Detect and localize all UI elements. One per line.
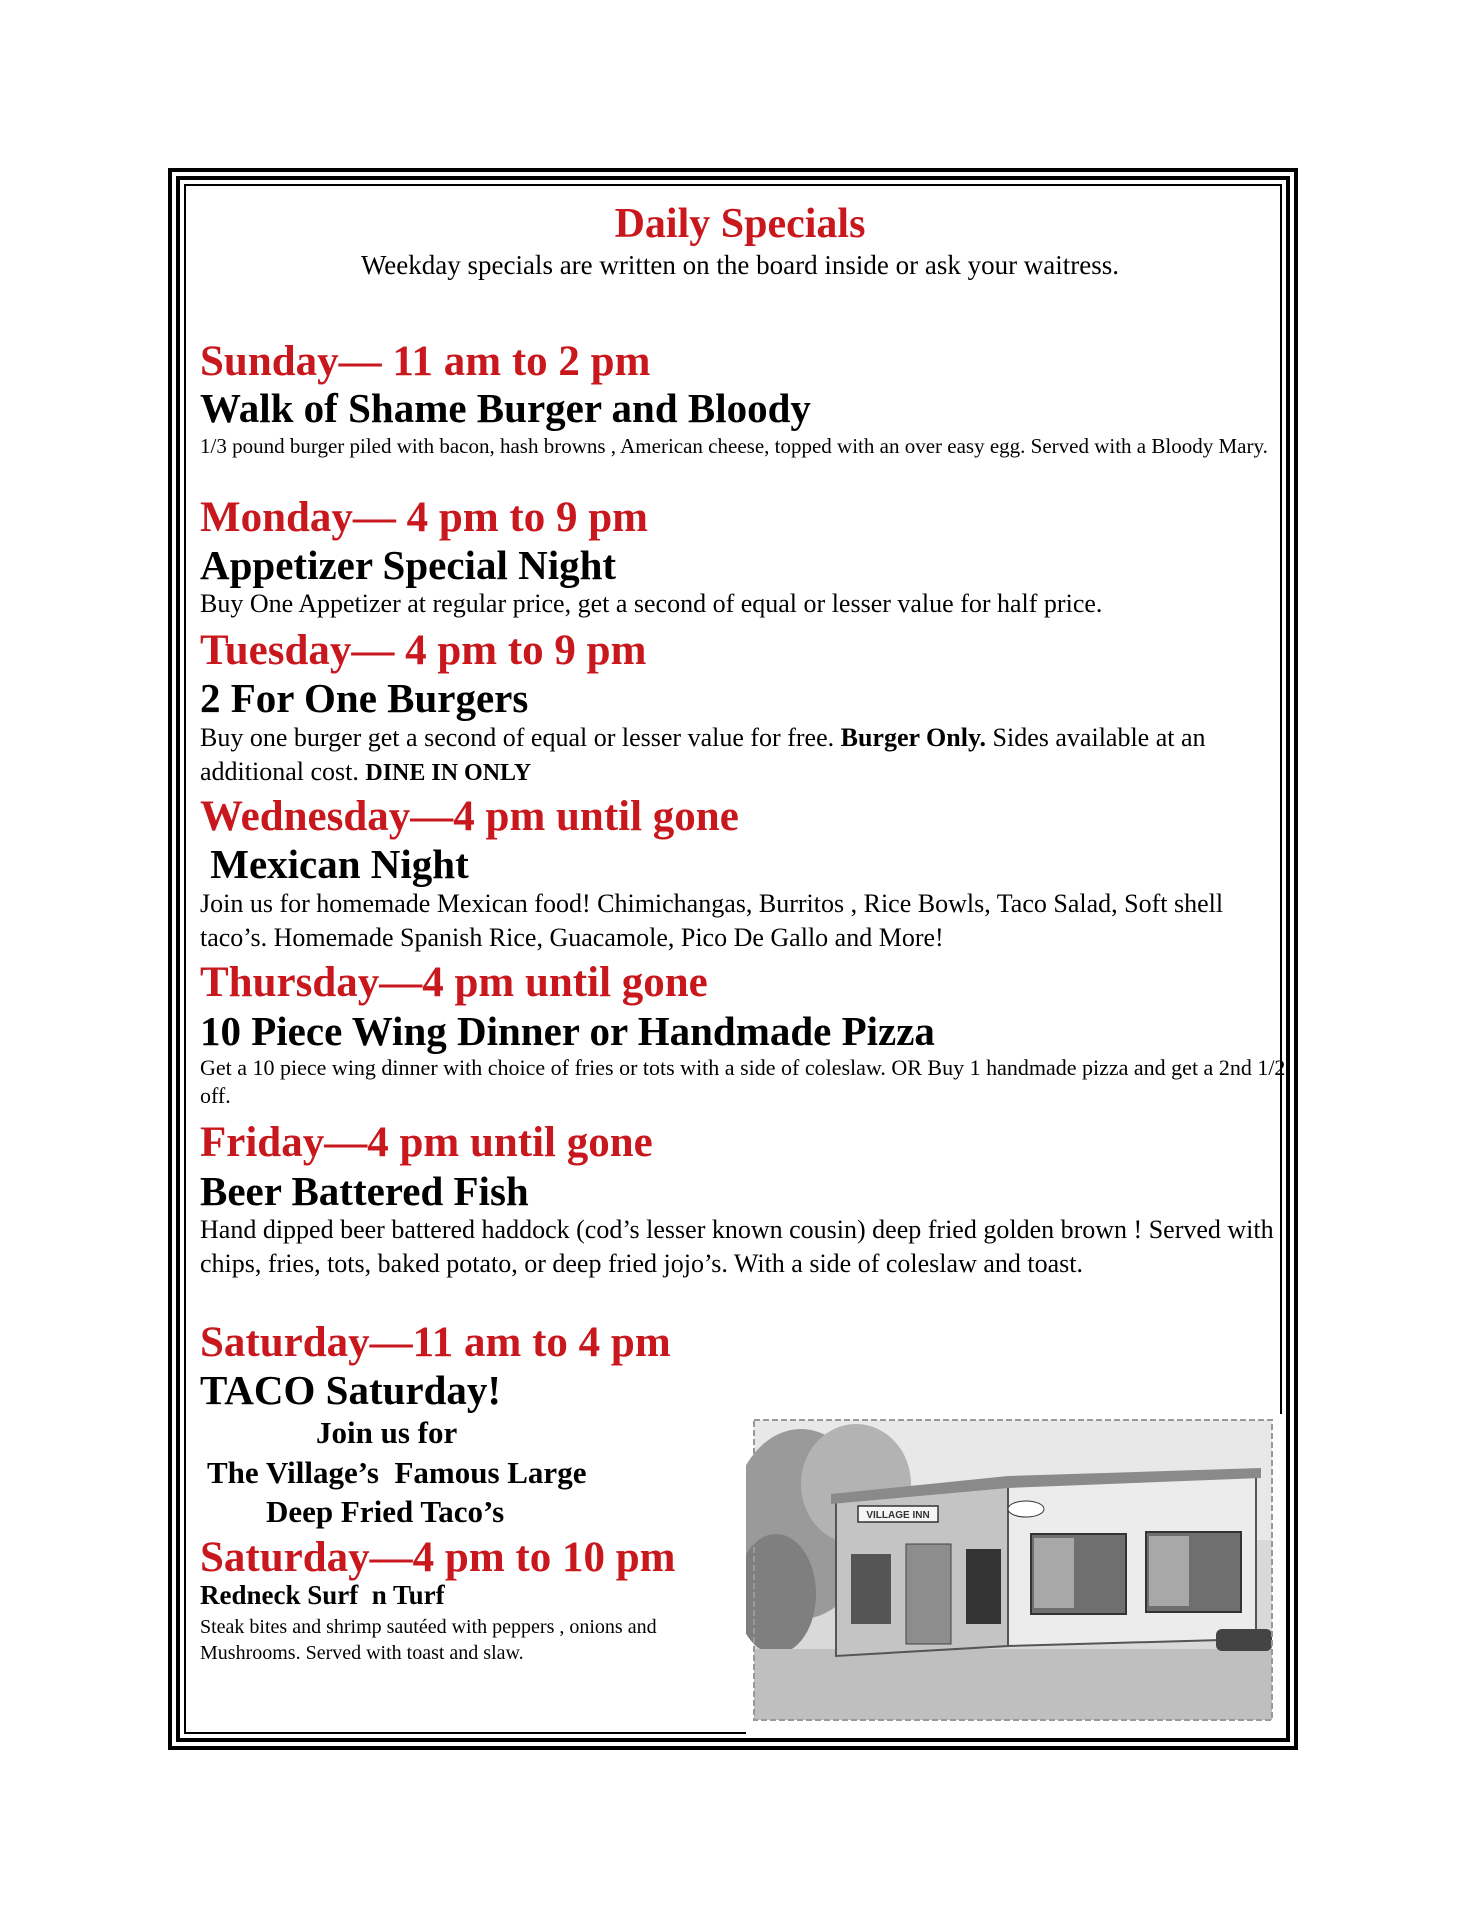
friday-heading: Friday—4 pm until gone bbox=[200, 1119, 653, 1166]
wednesday-dish: Mexican Night bbox=[200, 841, 469, 887]
saturday-lunch-heading: Saturday—11 am to 4 pm bbox=[200, 1319, 671, 1366]
taco-promo-line: The Village’s Famous Large bbox=[207, 1455, 587, 1490]
building-illustration bbox=[746, 1414, 1282, 1734]
friday-description: Hand dipped beer battered haddock (cod’s lesser known cousin) deep fried golden brown ! Served with chips, fries, tots, baked potato, or deep fried jojo’s. With a side of coleslaw and toast. bbox=[200, 1215, 1274, 1278]
tuesday-desc-bold: Burger Only. bbox=[840, 723, 987, 752]
taco-promo-line: Deep Fried Taco’s bbox=[266, 1494, 505, 1529]
saturday-dinner-dish: Redneck Surf n Turf bbox=[200, 1580, 445, 1610]
thursday-heading: Thursday—4 pm until gone bbox=[200, 959, 708, 1006]
tuesday-dish: 2 For One Burgers bbox=[200, 675, 529, 721]
monday-dish: Appetizer Special Night bbox=[200, 542, 617, 588]
sunday-description: 1/3 pound burger piled with bacon, hash browns , American cheese, topped with an over easy egg. Served with a Bloody Mary. bbox=[200, 434, 1268, 458]
tuesday-desc-dine-in: DINE IN ONLY bbox=[365, 760, 532, 786]
page-subtitle: Weekday specials are written on the board inside or ask your waitress. bbox=[360, 250, 1120, 280]
saturday-dinner-description: Steak bites and shrimp sautéed with peppers , onions and Mushrooms. Served with toast and slaw. bbox=[200, 1616, 657, 1664]
sunday-heading: Sunday— 11 am to 2 pm bbox=[200, 338, 651, 385]
tuesday-heading: Tuesday— 4 pm to 9 pm bbox=[200, 627, 647, 674]
wednesday-description: Join us for homemade Mexican food! Chimichangas, Burritos , Rice Bowls, Taco Salad, Soft shell taco’s. Homemade Spanish Rice, Guacamole, Pico De Gallo and More! bbox=[200, 889, 1224, 952]
sign-text: VILLAGE INN bbox=[866, 1510, 930, 1521]
monday-description: Buy One Appetizer at regular price, get a second of equal or lesser value for half price. bbox=[200, 589, 1103, 618]
tuesday-desc-part: Sides available at an additional cost. bbox=[200, 723, 1206, 786]
monday-heading: Monday— 4 pm to 9 pm bbox=[200, 494, 648, 541]
saturday-lunch-dish: TACO Saturday! bbox=[200, 1367, 502, 1413]
thursday-description: Get a 10 piece wing dinner with choice of fries or tots with a side of coleslaw. OR Buy 1 handmade pizza and get a 2nd 1/2 off. bbox=[200, 1055, 1286, 1108]
tuesday-desc-part: Buy one burger get a second of equal or lesser value for free. bbox=[200, 723, 841, 752]
friday-dish: Beer Battered Fish bbox=[200, 1168, 529, 1214]
wednesday-heading: Wednesday—4 pm until gone bbox=[200, 793, 739, 840]
thursday-dish: 10 Piece Wing Dinner or Handmade Pizza bbox=[200, 1008, 935, 1054]
tuesday-description bbox=[200, 721, 1290, 790]
page-title: Daily Specials bbox=[614, 201, 866, 247]
sunday-dish: Walk of Shame Burger and Bloody bbox=[200, 385, 811, 431]
village-inn-photo bbox=[746, 1414, 1282, 1734]
saturday-dinner-heading: Saturday—4 pm to 10 pm bbox=[200, 1534, 676, 1581]
taco-promo-line: Join us for bbox=[316, 1415, 458, 1450]
